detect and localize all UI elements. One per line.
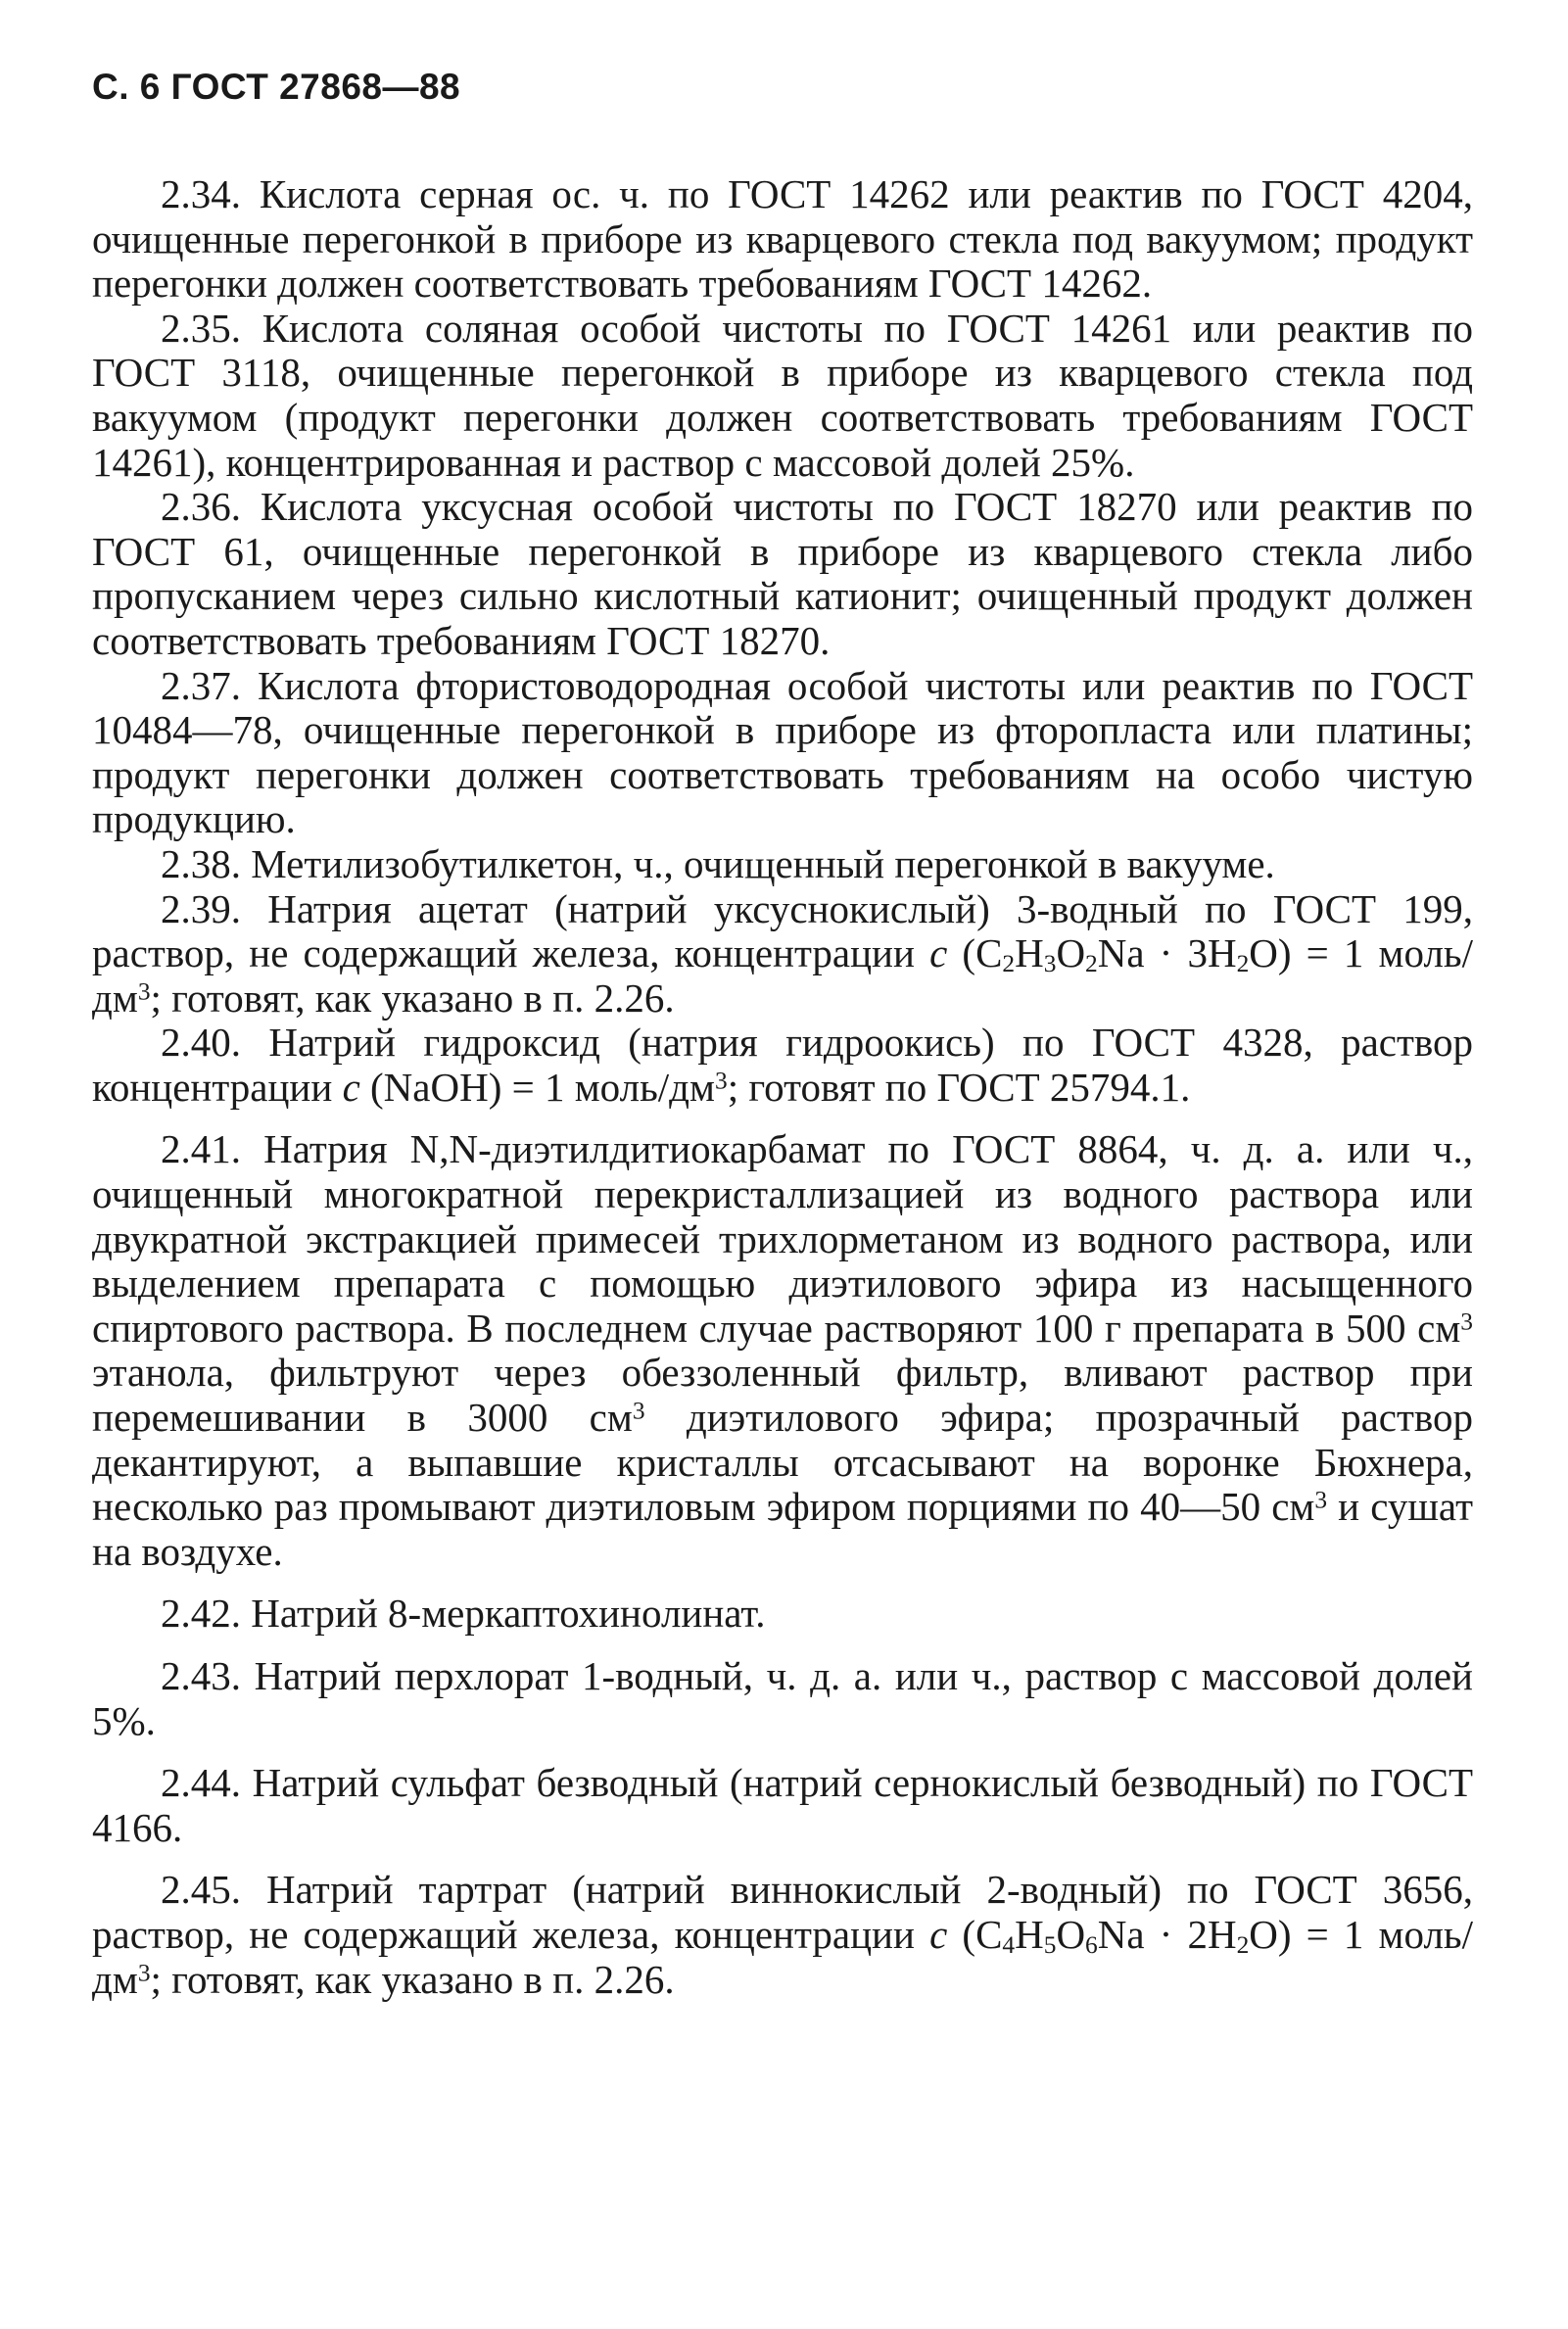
- text-run: 2.41. Натрия N,N-диэтилдитиокарбамат по ГОСТ 8864, ч. д. а. или ч., очищенный многократной перекристаллизацией из водного раствора или двукратной экстракцией примесей трихлорметаном из водного раствора, или выделением препарата с помощью диэтилового эфира из насыщенного спиртового раствора. В последнем случае растворяют 100 г препарата в 500 см: [92, 1126, 1473, 1351]
- paragraph-2-34: 2.34. Кислота серная ос. ч. по ГОСТ 14262 или реактив по ГОСТ 4204, очищенные перегонкой в приборе из кварцевого стекла под вакуумом; продукт перегонки должен соответствовать требованиям ГОСТ 14262.: [92, 171, 1473, 307]
- unit-superscript: 3: [714, 1067, 728, 1095]
- formula-subscript: 5: [1043, 1931, 1057, 1960]
- text-run: этанола, фильтруют через обеззоленный фильтр, вливают раствор при перемешивании в 3000 см: [92, 1350, 1473, 1441]
- paragraph-2-43: 2.43. Натрий перхлорат 1-водный, ч. д. а. или ч., раствор с массовой долей 5%.: [92, 1653, 1473, 1743]
- formula-part: O) = 1 моль/дм: [92, 930, 1474, 1021]
- formula-subscript: 2: [1002, 950, 1016, 978]
- text-run: ; готовят, как указано в п. 2.26.: [150, 1956, 675, 2002]
- unit-superscript: 3: [1460, 1307, 1473, 1336]
- concentration-symbol: c: [342, 1064, 360, 1110]
- unit-superscript: 3: [137, 976, 151, 1005]
- formula-part: Na · 2H: [1097, 1911, 1237, 1957]
- formula-subscript: 6: [1085, 1931, 1098, 1960]
- formula-part: O: [1056, 1911, 1086, 1957]
- paragraph-2-45: [92, 1868, 1473, 2002]
- formula-part: (C: [947, 1911, 1003, 1957]
- unit-superscript: 3: [632, 1397, 645, 1425]
- text-run: ; готовят по ГОСТ 25794.1.: [727, 1064, 1191, 1110]
- document-body: [92, 172, 1473, 2002]
- page-header: С. 6 ГОСТ 27868—88: [92, 67, 461, 107]
- unit-superscript: 3: [137, 1958, 151, 1986]
- formula-subscript: 4: [1002, 1931, 1016, 1960]
- text-run: 2.45. Натрий тартрат (натрий виннокислый 2-водный) по ГОСТ 3656, раствор, не содержащий железа, концентрации: [92, 1867, 1473, 1957]
- concentration-symbol: c: [929, 1911, 948, 1957]
- formula-subscript: 2: [1085, 950, 1098, 978]
- paragraph-2-38: 2.38. Метилизобутилкетон, ч., очищенный перегонкой в вакууме.: [161, 840, 1275, 886]
- paragraph-2-37: 2.37. Кислота фтористоводородная особой чистоты или реактив по ГОСТ 10484—78, очищенные перегонкой в приборе из фторопласта или платины; продукт перегонки должен соответствовать требованиям на особо чистую продукцию.: [92, 662, 1473, 842]
- formula-subscript: 2: [1236, 1931, 1250, 1960]
- formula-part: H: [1015, 930, 1044, 976]
- text-run: 2.40. Натрий гидроксид (натрия гидроокись) по ГОСТ 4328, раствор концентрации: [92, 1020, 1473, 1110]
- text-run: ; готовят, как указано в п. 2.26.: [150, 974, 675, 1021]
- formula-part: Na · 3H: [1097, 930, 1237, 976]
- paragraph-2-44: 2.44. Натрий сульфат безводный (натрий сернокислый безводный) по ГОСТ 4166.: [92, 1760, 1473, 1850]
- text-run: и сушат на воздухе.: [92, 1484, 1473, 1574]
- formula-part: H: [1015, 1911, 1044, 1957]
- paragraph-2-41: [92, 1127, 1473, 1574]
- formula-part: (C: [947, 930, 1003, 976]
- paragraph-2-40: [92, 1021, 1473, 1110]
- concentration-symbol: c: [929, 930, 948, 976]
- paragraph-2-39: [92, 887, 1473, 1022]
- text-run: 2.39. Натрия ацетат (натрий уксуснокислый) 3-водный по ГОСТ 199, раствор, не содержащий железа, концентрации: [92, 885, 1473, 976]
- paragraph-2-35: 2.35. Кислота соляная особой чистоты по ГОСТ 14261 или реактив по ГОСТ 3118, очищенные перегонкой в приборе из кварцевого стекла под вакуумом (продукт перегонки должен соответствовать требованиям ГОСТ 14261), концентрированная и раствор с массовой долей 25%.: [92, 305, 1473, 485]
- text-run: диэтилового эфира; прозрачный раствор декантируют, а выпавшие кристаллы отсасывают на воронке Бюхнера, несколько раз промывают диэтиловым эфиром порциями по 40—50 см: [92, 1395, 1473, 1530]
- unit-superscript: 3: [1314, 1486, 1328, 1514]
- paragraph-2-42: 2.42. Натрий 8-меркаптохинолинат.: [161, 1591, 766, 1637]
- paragraph-2-36: 2.36. Кислота уксусная особой чистоты по ГОСТ 18270 или реактив по ГОСТ 61, очищенные перегонкой в приборе из кварцевого стекла либо пропусканием через сильно кислотный катионит; очищенный продукт должен соответствовать требованиям ГОСТ 18270.: [92, 484, 1473, 663]
- formula-subscript: 2: [1236, 950, 1250, 978]
- formula-subscript: 3: [1043, 950, 1057, 978]
- formula-part: O: [1056, 930, 1086, 976]
- formula-part: (NaOH) = 1 моль/дм: [359, 1064, 715, 1110]
- formula-part: O) = 1 моль/дм: [92, 1911, 1474, 2002]
